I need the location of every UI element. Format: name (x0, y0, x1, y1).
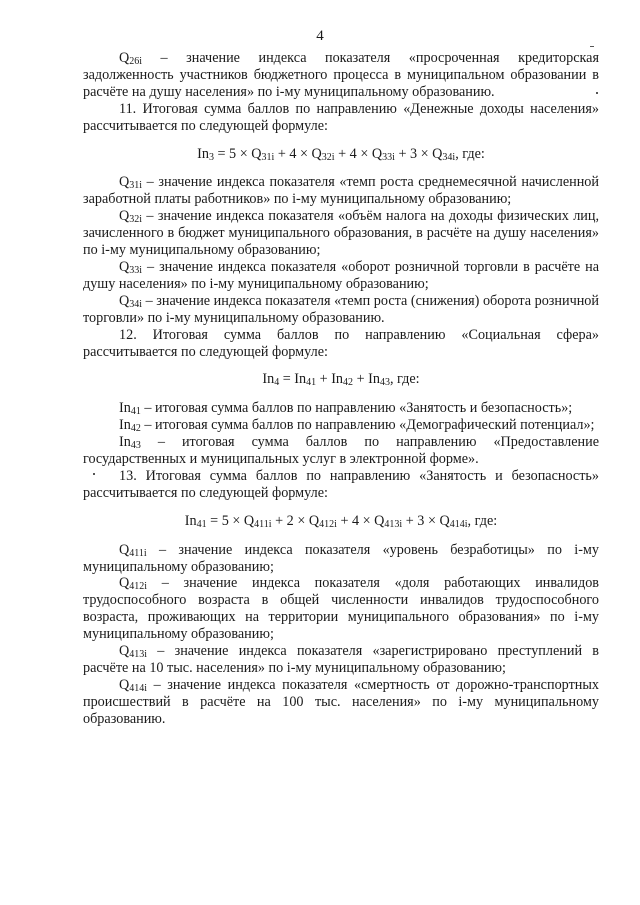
formula-text: + In (353, 371, 380, 388)
indicator-description: – значение индекса показателя «уровень безработицы» по i-му муниципальному образованию; (83, 541, 599, 575)
indicator-definition (83, 434, 599, 468)
formula-text: , где: (455, 145, 485, 162)
formula (83, 371, 599, 388)
indicator-symbol: Q (119, 676, 130, 693)
scan-artifact-mark (93, 473, 95, 475)
indicator-symbol: Q (119, 208, 130, 225)
indicator-description: – значение индекса показателя «темп роста (снижения) оборота розничной торговли» по i-му муниципальному образованию. (83, 292, 599, 326)
indicator-subscript: 41 (130, 406, 141, 418)
formula-subscript: 34i (442, 151, 456, 163)
paragraph-text: 13. Итоговая сумма баллов по направлению «Занятость и безопасность» рассчитывается по следующей формуле: (83, 467, 599, 501)
indicator-subscript: 26i (129, 56, 143, 67)
section-paragraph (83, 327, 599, 361)
indicator-definition (83, 293, 599, 327)
section-paragraph (83, 468, 599, 502)
formula-text: = In (279, 371, 307, 388)
formula-subscript: 3 (208, 151, 214, 163)
indicator-symbol: In (119, 434, 131, 451)
indicator-symbol: Q (119, 575, 130, 592)
indicator-subscript: 31i (129, 180, 143, 192)
indicator-subscript: 414i (129, 682, 148, 694)
indicator-symbol: Q (119, 643, 130, 660)
indicator-definition (83, 259, 599, 293)
paragraph-text: 12. Итоговая сумма баллов по направлению «Социальная сфера» рассчитывается по следующей формуле: (83, 326, 599, 360)
formula-text: In (262, 371, 275, 388)
indicator-description: – значение индекса показателя «темп роста среднемесячной начисленной заработной платы работников» по i-му муниципальному образованию; (83, 174, 599, 208)
indicator-description: – значение индекса показателя «просроченная кредиторская задолженность участников бюджетного процесса в муниципальном образовании в расчёте на душу населения» по i-му муниципальному образованию. (83, 50, 599, 100)
indicator-subscript: 32i (129, 214, 143, 226)
indicator-symbol: In (119, 417, 131, 434)
formula-subscript: 413i (384, 518, 403, 530)
formula-subscript: 412i (319, 518, 337, 530)
indicator-description: – значение индекса показателя «зарегистрировано преступлений в расчёте на 10 тыс. населения» по i-му муниципальному образованию; (83, 643, 599, 676)
formula-subscript: 411i (254, 518, 272, 530)
formula-text: In (197, 145, 209, 162)
indicator-subscript: 42 (130, 423, 141, 435)
indicator-subscript: 43 (130, 440, 141, 452)
indicator-subscript: 33i (129, 264, 143, 276)
formula-text: , где: (467, 512, 498, 529)
indicator-definition (83, 542, 599, 576)
document-body (83, 50, 599, 728)
indicator-symbol: Q (119, 50, 130, 66)
formula-text: + 2 × Q (271, 512, 320, 529)
formula-subscript: 41 (196, 518, 207, 530)
indicator-definition (83, 417, 599, 434)
section-paragraph (83, 101, 599, 135)
indicator-subscript: 34i (129, 298, 143, 310)
indicator-definition (83, 677, 599, 728)
indicator-description: – значение индекса показателя «доля работающих инвалидов трудоспособного возраста в общей численности инвалидов трудоспособного возраста, проживающих на территории муниципального образования» по i-му муниципальному образованию; (83, 575, 599, 643)
indicator-definition (83, 575, 599, 643)
formula-text: + 4 × Q (334, 145, 383, 162)
formula-text: , где: (389, 371, 420, 388)
indicator-description: – значение индекса показателя «смертность от дорожно-транспортных происшествий в расчёте на 100 тыс. населения» по i-му муниципальному образованию. (83, 676, 599, 727)
indicator-subscript: 411i (129, 547, 147, 559)
formula-text: + 4 × Q (274, 145, 322, 162)
formula (83, 513, 599, 530)
formula-subscript: 32i (321, 151, 335, 163)
indicator-description: – итоговая сумма баллов по направлению «Предоставление государственных и муниципальных услуг в электронной форме». (83, 434, 599, 468)
indicator-subscript: 412i (129, 581, 148, 593)
scan-artifact-mark (596, 92, 598, 94)
paragraph-text: 11. Итоговая сумма баллов по направлению «Денежные доходы населения» рассчитывается по следующей формуле: (83, 100, 599, 134)
formula-text: = 5 × Q (206, 512, 255, 529)
indicator-symbol: Q (119, 292, 130, 309)
indicator-definition (83, 643, 599, 677)
formula-subscript: 41 (306, 377, 317, 389)
formula-subscript: 43 (379, 377, 390, 389)
page-number: 4 (316, 28, 324, 44)
formula-subscript: 42 (343, 377, 354, 389)
formula-text: + 4 × Q (336, 512, 385, 529)
formula-text: In (184, 512, 197, 529)
formula-text: = 5 × Q (213, 145, 262, 162)
indicator-symbol: Q (119, 541, 130, 558)
scan-artifact-mark (590, 46, 594, 47)
formula-text: + 3 × Q (402, 512, 450, 529)
indicator-definition (83, 174, 599, 208)
formula-text: + In (316, 371, 344, 388)
indicator-subscript: 413i (129, 649, 148, 661)
formula-subscript: 4 (274, 377, 280, 389)
formula-subscript: 414i (449, 518, 468, 530)
indicator-description: – значение индекса показателя «оборот розничной торговли в расчёте на душу населения» по i-му муниципальному образованию; (83, 258, 599, 292)
indicator-symbol: Q (119, 174, 130, 191)
indicator-description: – значение индекса показателя «объём налога на доходы физических лиц, зачисленного в бюджет муниципального образования, в расчёте на душу населения» по i-му муниципальному образованию; (83, 208, 599, 259)
formula-subscript: 33i (382, 151, 395, 163)
indicator-symbol: In (119, 400, 131, 417)
indicator-description: – итоговая сумма баллов по направлению «Занятость и безопасность»; (140, 400, 573, 417)
indicator-definition (83, 50, 599, 101)
indicator-definition (83, 400, 599, 417)
formula (83, 146, 599, 163)
indicator-description: – итоговая сумма баллов по направлению «Демографический потенциал»; (140, 417, 595, 434)
indicator-symbol: Q (119, 258, 130, 275)
formula-subscript: 31i (261, 151, 275, 163)
indicator-definition (83, 208, 599, 259)
formula-text: + 3 × Q (394, 145, 443, 162)
